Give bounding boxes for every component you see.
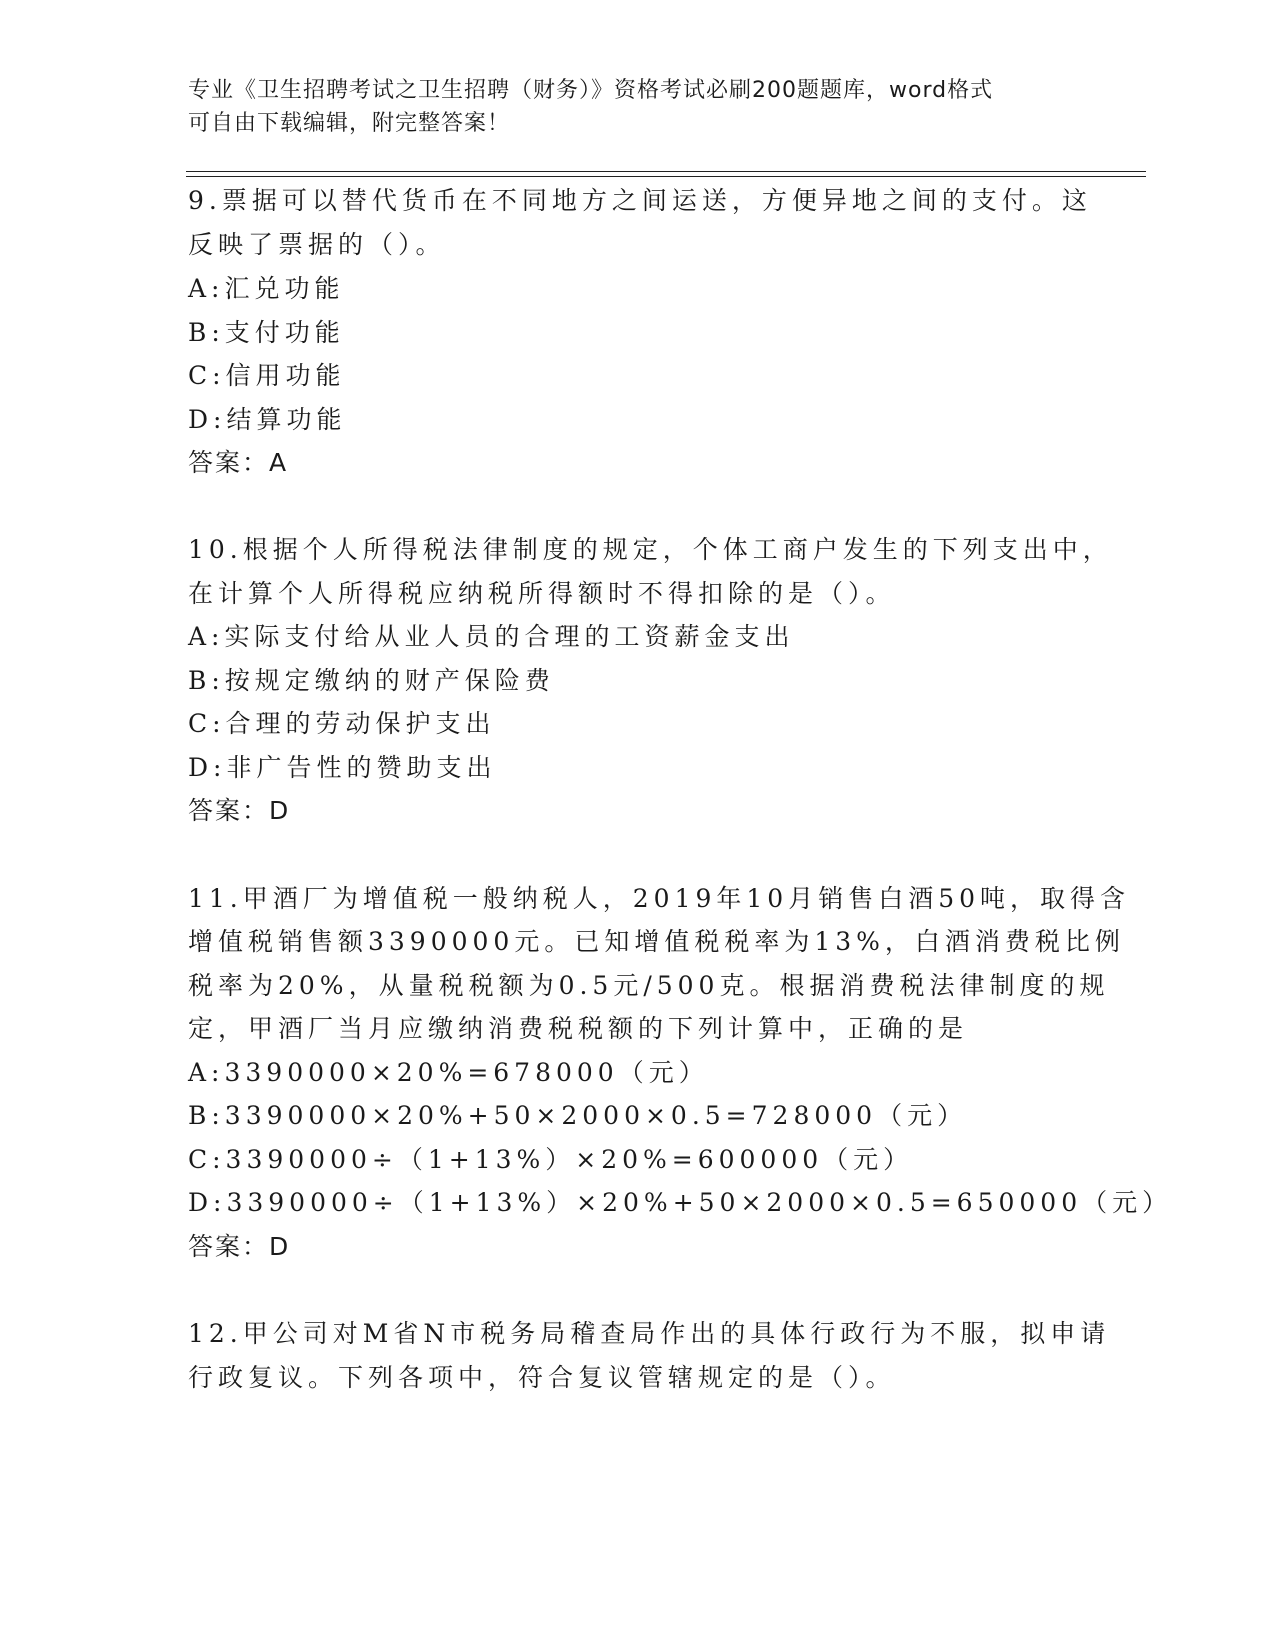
question-12-stem-line-1: 12.甲公司对M省N市税务局稽查局作出的具体行政行为不服，拟申请: [188, 1319, 1111, 1348]
question-11-option-c: C:3390000÷（1+13%）×20%=600000（元）: [188, 1145, 914, 1174]
question-11-stem-line-1: 11.甲酒厂为增值税一般纳税人，2019年10月销售白酒50吨，取得含: [188, 884, 1131, 913]
question-9-option-a: A:汇兑功能: [188, 274, 345, 303]
question-10-answer: 答案：D: [188, 796, 291, 825]
question-11-option-a: A:3390000×20%=678000（元）: [188, 1058, 709, 1087]
question-10-option-a: A:实际支付给从业人员的合理的工资薪金支出: [188, 622, 795, 651]
question-9-answer: 答案：A: [188, 448, 289, 477]
question-11-stem-line-3: 税率为20%，从量税税额为0.5元/500克。根据消费税法律制度的规: [188, 971, 1110, 1000]
question-11-stem-line-4: 定，甲酒厂当月应缴纳消费税税额的下列计算中，正确的是: [188, 1014, 969, 1043]
question-10-stem-line-2: 在计算个人所得税应纳税所得额时不得扣除的是（）。: [188, 579, 896, 608]
question-9-option-d: D:结算功能: [188, 405, 347, 434]
question-9-option-b: B:支付功能: [188, 318, 345, 347]
question-9-stem-line-1: 9.票据可以替代货币在不同地方之间运送，方便异地之间的支付。这: [188, 186, 1092, 215]
question-10-option-c: C:合理的劳动保护支出: [188, 709, 496, 738]
question-9-stem-line-2: 反映了票据的（）。: [188, 230, 446, 259]
document-header: [188, 74, 1088, 140]
question-11-answer: 答案：D: [188, 1232, 291, 1261]
question-11-option-b: B:3390000×20%+50×2000×0.5=728000（元）: [188, 1101, 968, 1130]
question-10-option-d: D:非广告性的赞助支出: [188, 753, 497, 782]
question-11-option-d: D:3390000÷（1+13%）×20%+50×2000×0.5=650000（元）: [188, 1188, 1173, 1217]
question-10-option-b: B:按规定缴纳的财产保险费: [188, 666, 555, 695]
header-divider-top: [186, 171, 1146, 172]
question-11-stem-line-2: 增值税销售额3390000元。已知增值税税率为13%，白酒消费税比例: [188, 927, 1125, 956]
question-10-stem-line-1: 10.根据个人所得税法律制度的规定，个体工商户发生的下列支出中，: [188, 535, 1113, 564]
header-line-2: 可自由下载编辑，附完整答案！: [188, 111, 511, 136]
question-12-stem-line-2: 行政复议。下列各项中，符合复议管辖规定的是（）。: [188, 1363, 896, 1392]
question-9-option-c: C:信用功能: [188, 361, 346, 390]
header-divider-bottom: [186, 176, 1146, 177]
header-line-1: 专业《卫生招聘考试之卫生招聘（财务）》资格考试必刷200题题库，word格式: [188, 78, 994, 103]
